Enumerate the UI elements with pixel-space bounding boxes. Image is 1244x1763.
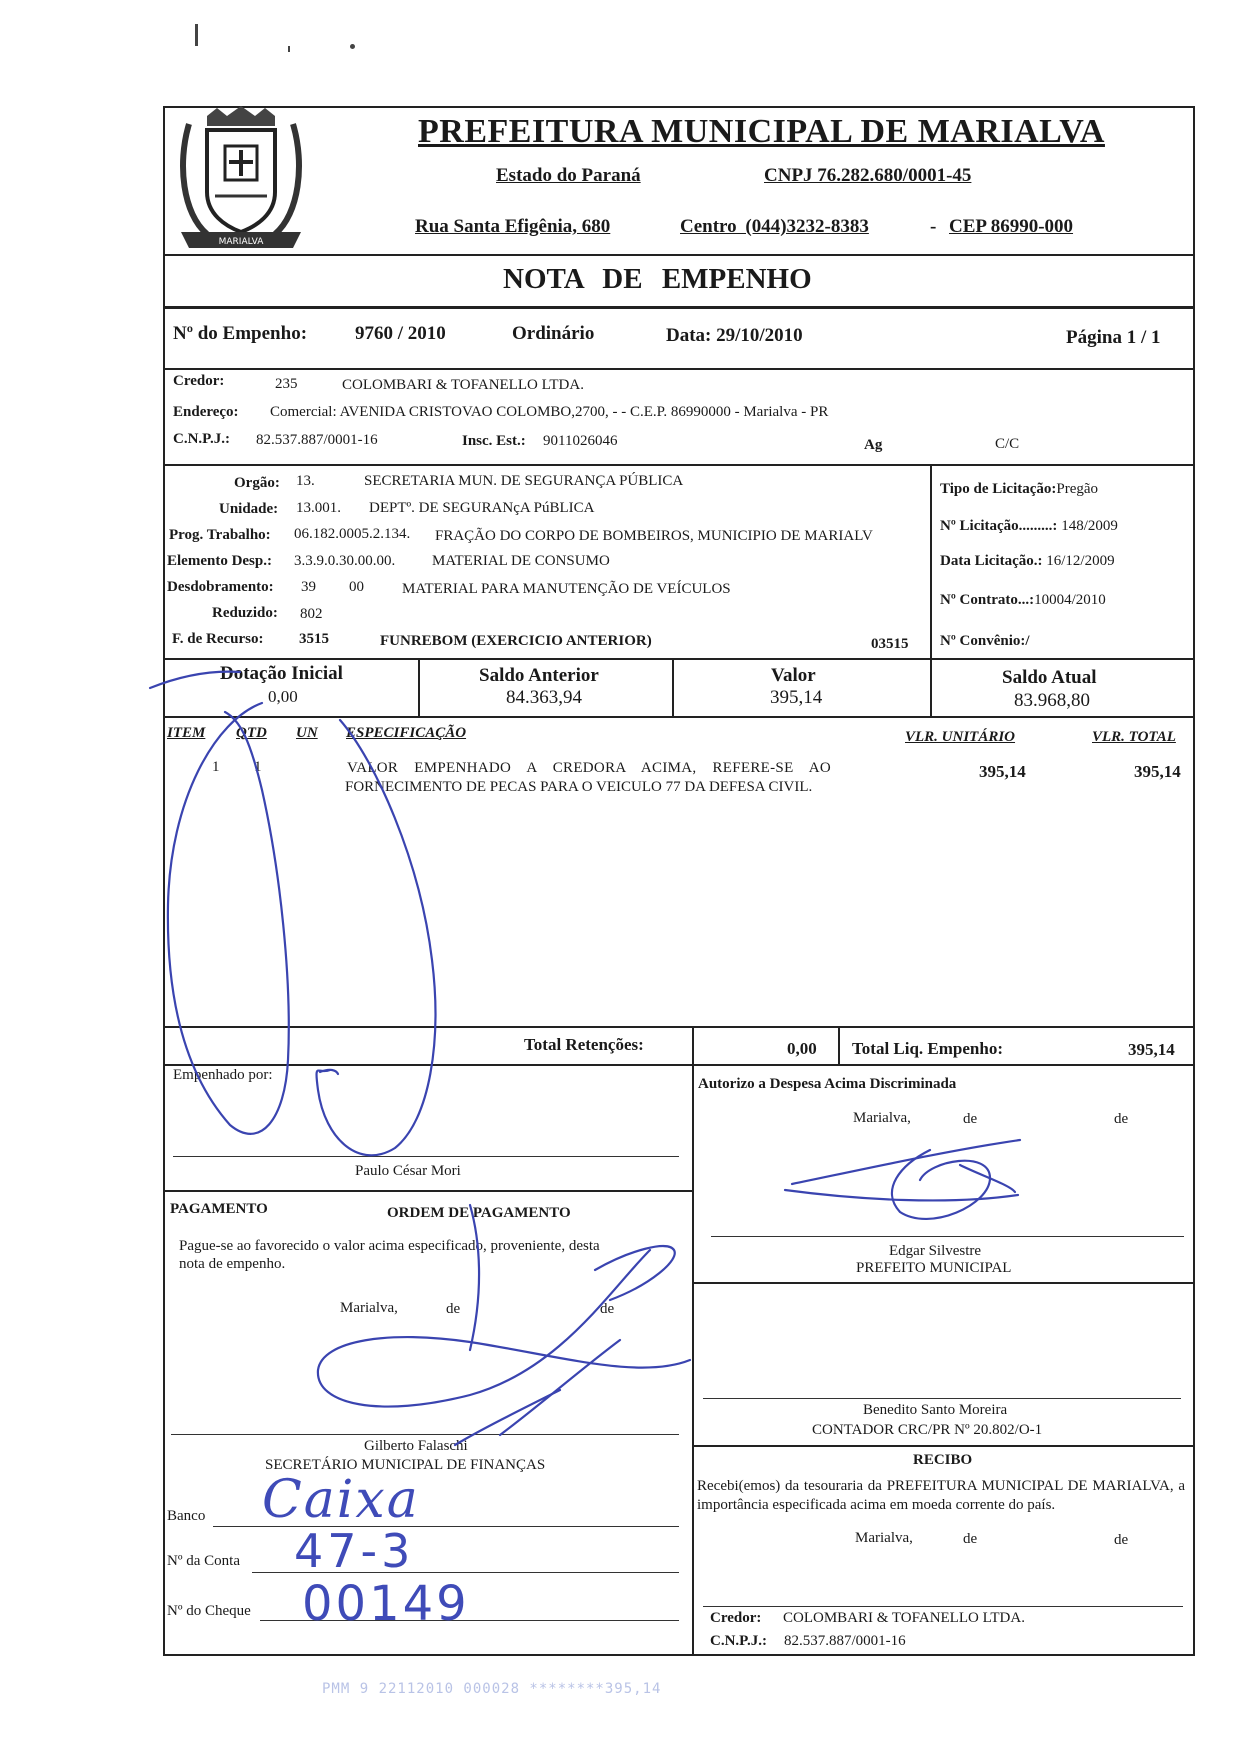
recurso-label: F. de Recurso: — [172, 631, 264, 647]
saldo-divider-1 — [418, 658, 420, 716]
saldo-anterior-label: Saldo Anterior — [479, 665, 599, 686]
recurso-name: FUNREBOM (EXERCICIO ANTERIOR) — [380, 633, 652, 649]
cashier-stamp: PMM 9 22112010 000028 ********395,14 — [322, 1681, 662, 1697]
recibo-cnpj-label: C.N.P.J.: — [710, 1633, 767, 1649]
saldo-divider-3 — [930, 658, 932, 716]
orgao-label: Orgão: — [234, 475, 280, 491]
empenho-type: Ordinário — [512, 323, 595, 344]
empenho-number: 9760 / 2010 — [355, 323, 446, 344]
licitacao-column-divider — [930, 464, 932, 658]
unidade-code: 13.001. — [296, 500, 341, 516]
licitacao-date-label: Data Licitação.: 16/12/2009 — [940, 553, 1115, 569]
empenhado-por-label: Empenhado por: — [173, 1067, 273, 1083]
insc-est-value: 9011026046 — [543, 433, 618, 449]
address-label: Endereço: — [173, 404, 239, 420]
empenhado-signer: Paulo César Mori — [355, 1163, 461, 1179]
pagamento-place: Marialva, — [340, 1300, 398, 1316]
secretario-role: SECRETÁRIO MUNICIPAL DE FINANÇAS — [265, 1457, 546, 1473]
credor-code: 235 — [275, 376, 298, 392]
municipal-coat-of-arms — [167, 104, 315, 254]
bottom-column-divider — [692, 1064, 694, 1656]
credor-label: Credor: — [173, 373, 225, 389]
saldos-divider — [163, 716, 1195, 718]
total-liq-value: 395,14 — [1128, 1040, 1175, 1059]
svg-text:MARIALVA: MARIALVA — [218, 237, 264, 247]
conta-label: Nº da Conta — [167, 1553, 240, 1569]
especificacao-header: ESPECIFICAÇÃO — [346, 725, 467, 741]
contrato-value: 10004/2010 — [1034, 592, 1106, 608]
autorizo-de-2: de — [1114, 1111, 1129, 1127]
valor-value: 395,14 — [770, 687, 823, 708]
credor-cnpj-label: C.N.P.J.: — [173, 431, 230, 447]
dotacao-divider — [163, 658, 1195, 660]
autorizo-label: Autorizo a Despesa Acima Discriminada — [698, 1076, 957, 1092]
desdobramento-code-a: 39 — [301, 579, 316, 595]
item-description-line1: VALOR EMPENHADO A CREDORA ACIMA, REFERE-SE AO — [347, 760, 832, 776]
desdobramento-label: Desdobramento: — [167, 579, 274, 595]
banco-label: Banco — [167, 1508, 206, 1524]
saldo-atual-value: 83.968,80 — [1014, 690, 1090, 711]
pague-text-line1: Pague-se ao favorecido o valor acima especificado, proveniente, desta — [179, 1238, 600, 1254]
state-text: Estado do Paraná — [496, 165, 641, 186]
licitacao-date-value: 16/12/2009 — [1046, 553, 1115, 569]
cep-text: CEP 86990-000 — [949, 216, 1074, 237]
credor-address: Comercial: AVENIDA CRISTOVAO COLOMBO,2700, - - C.E.P. 86990000 - Marialva - PR — [270, 404, 829, 420]
district-phone: Centro (044)3232-8383 — [680, 216, 869, 237]
item-description-line2: FORNECIMENTO DE PECAS PARA O VEICULO 77 DA DEFESA CIVIL. — [345, 779, 813, 795]
prefeito-signature-line — [711, 1236, 1184, 1237]
elemento-name: MATERIAL DE CONSUMO — [432, 553, 610, 569]
un-header: UN — [296, 725, 318, 741]
recibo-text: Recebi(emos) da tesouraria da PREFEITURA MUNICIPAL DE MARIALVA, a importância especificada acima em moeda corrente do país. — [697, 1478, 1185, 1513]
desdobramento-code-b: 00 — [349, 579, 364, 595]
totals-divider-2 — [838, 1026, 840, 1064]
account-label: C/C — [995, 436, 1020, 452]
prefeito-name: Edgar Silvestre — [889, 1243, 982, 1259]
pagamento-de-2: de — [600, 1301, 615, 1317]
handwritten-cheque: 00149 — [302, 1576, 470, 1632]
contrato-label: Nº Contrato...:10004/2010 — [940, 592, 1106, 608]
pagamento-de-1: de — [446, 1301, 461, 1317]
autorizo-place: Marialva, — [853, 1110, 911, 1126]
insc-est-label: Insc. Est.: — [462, 433, 526, 449]
empenho-date: Data: 29/10/2010 — [666, 325, 803, 346]
recibo-cnpj: 82.537.887/0001-16 — [784, 1633, 906, 1649]
recibo-de-1: de — [963, 1531, 978, 1547]
pagamento-divider — [163, 1190, 692, 1192]
total-value-header: VLR. TOTAL — [1092, 729, 1176, 745]
agency-label: Ag — [864, 437, 883, 453]
item-total-value: 395,14 — [1134, 762, 1181, 781]
unit-value-header: VLR. UNITÁRIO — [905, 729, 1016, 745]
reduzido-label: Reduzido: — [212, 605, 278, 621]
pague-text-line2: nota de empenho. — [179, 1256, 286, 1272]
item-header: ITEM — [167, 725, 206, 741]
address-separator: - — [930, 216, 937, 237]
street-address: Rua Santa Efigênia, 680 — [415, 216, 611, 237]
recibo-divider — [692, 1445, 1195, 1447]
ordem-pagamento-label: ORDEM DE PAGAMENTO — [387, 1205, 571, 1221]
contador-role: CONTADOR CRC/PR Nº 20.802/O-1 — [812, 1422, 1043, 1438]
document-title: NOTA DE EMPENHO — [503, 263, 812, 295]
orgao-name: SECRETARIA MUN. DE SEGURANÇA PÚBLICA — [364, 473, 684, 489]
reduzido-value: 802 — [300, 606, 323, 622]
cheque-label: Nº do Cheque — [167, 1603, 251, 1619]
total-liq-label: Total Liq. Empenho: — [852, 1039, 1003, 1058]
recibo-place: Marialva, — [855, 1530, 913, 1546]
contador-signature-line — [703, 1398, 1181, 1399]
item-qty: 1 — [254, 759, 262, 775]
credor-cnpj: 82.537.887/0001-16 — [256, 432, 378, 448]
prefeito-role: PREFEITO MUNICIPAL — [856, 1260, 1012, 1276]
recibo-de-2: de — [1114, 1532, 1129, 1548]
contador-name: Benedito Santo Moreira — [863, 1402, 1008, 1418]
unidade-name: DEPTº. DE SEGURANçA PúBLICA — [369, 500, 595, 516]
item-number: 1 — [212, 759, 220, 775]
elemento-code: 3.3.9.0.30.00.00. — [294, 553, 396, 569]
recibo-signature-line — [703, 1606, 1183, 1607]
dotacao-inicial-value: 0,00 — [268, 687, 298, 706]
recibo-credor-name: COLOMBARI & TOFANELLO LTDA. — [783, 1610, 1025, 1626]
saldo-atual-label: Saldo Atual — [1002, 667, 1097, 688]
totals-top-divider — [163, 1026, 1195, 1028]
unidade-label: Unidade: — [219, 501, 279, 517]
licitacao-number-value: 148/2009 — [1061, 518, 1118, 534]
recibo-title: RECIBO — [913, 1452, 973, 1468]
pagamento-label: PAGAMENTO — [170, 1201, 268, 1217]
item-unit-value: 395,14 — [979, 762, 1026, 781]
scan-speck — [350, 44, 355, 49]
prefeitura-title: PREFEITURA MUNICIPAL DE MARIALVA — [418, 113, 1105, 150]
dotacao-inicial-label: Dotação Inicial — [220, 663, 343, 684]
title-divider — [163, 306, 1195, 309]
page-number: Página 1 / 1 — [1066, 327, 1161, 348]
tipo-licitacao-value: Pregão — [1056, 481, 1099, 497]
recurso-number: 03515 — [871, 636, 909, 652]
contador-divider — [692, 1282, 1195, 1284]
prog-trabalho-code: 06.182.0005.2.134. — [294, 526, 411, 542]
orgao-code: 13. — [296, 473, 315, 489]
empenho-divider — [163, 368, 1195, 370]
handwritten-conta: 47-3 — [294, 1524, 415, 1578]
saldo-anterior-value: 84.363,94 — [506, 687, 582, 708]
secretario-name: Gilberto Falaschi — [364, 1438, 468, 1454]
secretario-signature-line — [171, 1434, 679, 1435]
prog-trabalho-label: Prog. Trabalho: — [169, 527, 271, 543]
scan-speck — [288, 46, 290, 52]
valor-label: Valor — [771, 665, 816, 686]
empenho-number-label: Nº do Empenho: — [173, 323, 308, 344]
licitacao-number-label: Nº Licitação.........: 148/2009 — [940, 518, 1118, 534]
prefeitura-cnpj: CNPJ 76.282.680/0001-45 — [764, 165, 972, 186]
recibo-credor-label: Credor: — [710, 1610, 762, 1626]
prog-trabalho-name: FRAÇÃO DO CORPO DE BOMBEIROS, MUNICIPIO DE MARIALV — [435, 528, 873, 544]
credor-divider — [163, 464, 1195, 466]
convenio-label: Nº Convênio:/ — [940, 633, 1030, 649]
scan-speck — [195, 24, 198, 46]
header-divider — [163, 254, 1195, 256]
totals-bottom-divider — [163, 1064, 1195, 1066]
saldo-divider-2 — [672, 658, 674, 716]
totals-divider-1 — [692, 1026, 694, 1064]
tipo-licitacao-label: Tipo de Licitação:Pregão — [940, 481, 1099, 497]
autorizo-de-1: de — [963, 1111, 978, 1127]
credor-name: COLOMBARI & TOFANELLO LTDA. — [342, 377, 584, 393]
desdobramento-name: MATERIAL PARA MANUTENÇÃO DE VEÍCULOS — [402, 581, 731, 597]
handwritten-banco: Caixa — [262, 1470, 420, 1530]
total-retencoes-value: 0,00 — [787, 1039, 817, 1058]
recurso-code: 3515 — [299, 631, 329, 647]
elemento-label: Elemento Desp.: — [167, 553, 272, 569]
total-retencoes-label: Total Retenções: — [524, 1035, 644, 1054]
qtd-header: QTD — [236, 725, 267, 741]
empenhado-signature-line — [173, 1156, 679, 1157]
